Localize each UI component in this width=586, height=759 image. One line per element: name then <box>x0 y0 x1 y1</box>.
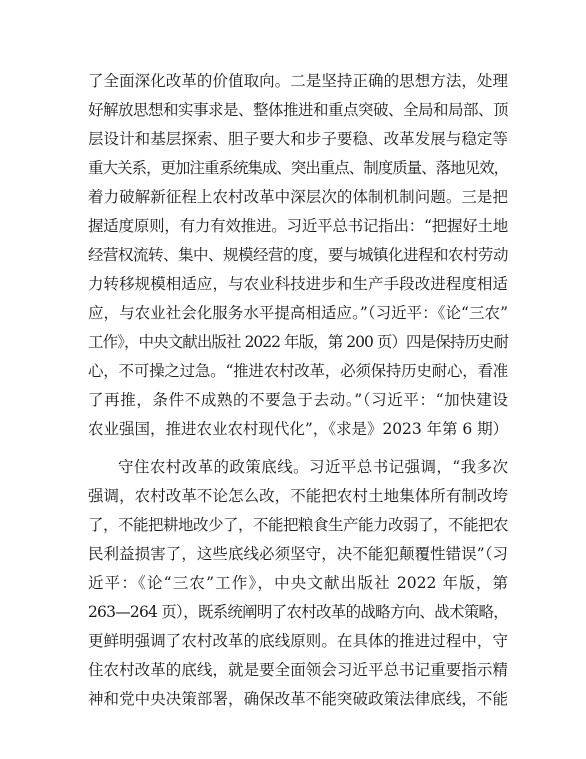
text-line: 263—264 页），既系统阐明了农村改革的战略方向、战术策略， <box>88 603 508 621</box>
text-line: 了再推，条件不成熟的不要急于去动。”（习近平：“加快建设 <box>88 391 508 409</box>
text-line: 心，不可操之过急。“推进农村改革，必须保持历史耐心，看准 <box>88 362 508 380</box>
text-line: 强调，农村改革不论怎么改，不能把农村土地集体所有制改垮 <box>88 487 508 505</box>
paragraph-first-line: 守住农村改革的政策底线。习近平总书记强调，“我多次 <box>118 458 508 476</box>
text-line: 农业强国，推进农业农村现代化”，《求是》2023 年第 6 期） <box>88 420 508 438</box>
text-line: 工作》，中央文献出版社 2022 年版，第 200 页）四是保持历史耐 <box>88 333 508 351</box>
text-line: 住农村改革的底线，就是要全面领会习近平总书记重要指示精 <box>88 661 508 679</box>
text-line: 应，与农业社会化服务水平提高相适应。”（习近平：《论“三农” <box>88 304 508 322</box>
text-line: 经营权流转、集中、规模经营的度，要与城镇化进程和农村劳动 <box>88 246 509 264</box>
text-line: 重大关系，更加注重系统集成、突出重点、制度质量、落地见效， <box>88 159 508 177</box>
text-line: 近平：《论“三农”工作》，中央文献出版社 2022 年版，第 <box>88 574 508 592</box>
text-line: 了全面深化改革的价值取向。二是坚持正确的思想方法，处理 <box>88 72 508 90</box>
text-line: 着力破解新征程上农村改革中深层次的体制机制问题。三是把 <box>88 188 508 206</box>
text-line: 力转移规模相适应，与农业科技进步和生产手段改进程度相适 <box>88 275 508 293</box>
text-line: 民利益损害了，这些底线必须坚守，决不能犯颠覆性错误”（习 <box>88 545 508 563</box>
text-line: 神和党中央决策部署，确保改革不能突破政策法律底线，不能 <box>88 690 508 708</box>
text-line: 握适度原则，有力有效推进。习近平总书记指出：“把握好土地 <box>88 217 508 235</box>
text-line: 更鲜明强调了农村改革的底线原则。在具体的推进过程中，守 <box>88 632 508 650</box>
text-line: 层设计和基层探索、胆子要大和步子要稳、改革发展与稳定等 <box>88 130 508 148</box>
text-line: 好解放思想和实事求是、整体推进和重点突破、全局和局部、顶 <box>88 101 509 119</box>
text-line: 了，不能把耕地改少了，不能把粮食生产能力改弱了，不能把农 <box>88 516 509 534</box>
